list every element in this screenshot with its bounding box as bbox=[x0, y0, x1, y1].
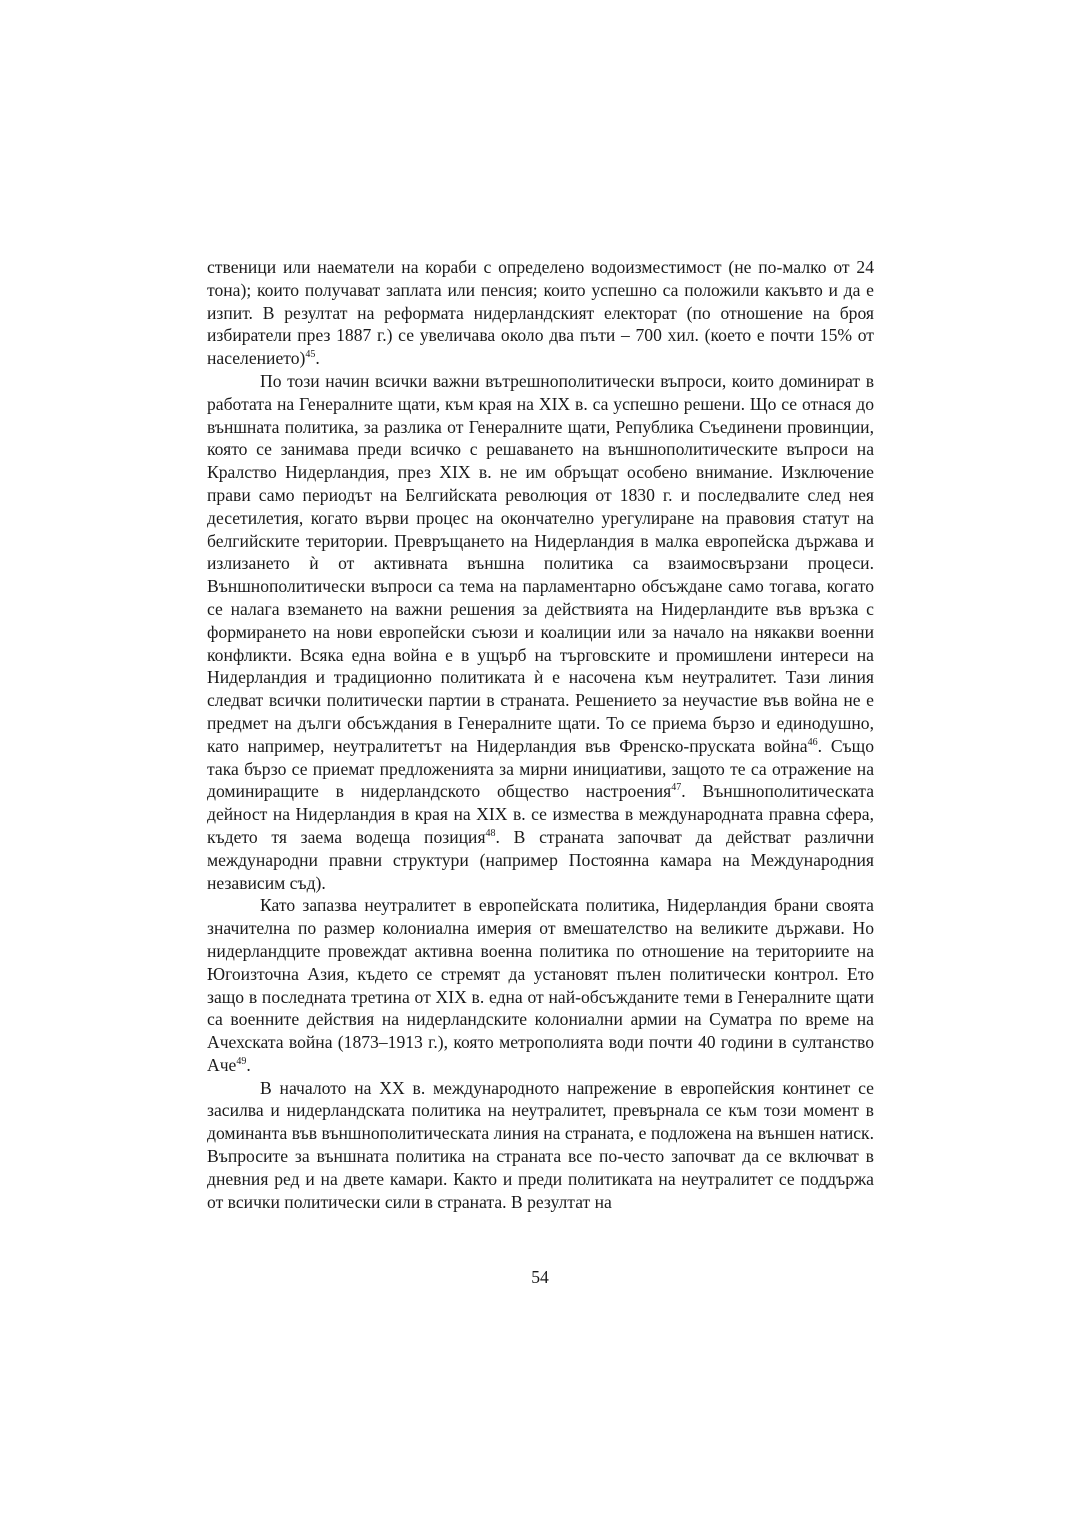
text-segment: Като запазва неутралитет в европейската политика, Нидерландия брани своята значителна по размер колониална имерия от вмешателство на великите държави. Но нидерландците провеждат активна военна политика по отношение на териториите на Югоизточна Азия, където се стремят да установят пълен политически контрол. Ето защо в последната третина от XIX в. една от най-обсъжданите теми в Генералните щати са военните действия на нидерландските колониални армии на Суматра по време на Ачехската война (1873–1913 г.), която метрополията води почти 40 години в султанство Аче bbox=[207, 895, 874, 1075]
text-segment: ственици или наематели на кораби с определено водоизместимост (не по-малко от 24 тона); които получават заплата или пенсия; които успешно са положили какъвто и да е изпит. В резултат на реформата нидерландският електорат (по отношение на броя избиратели през 1887 г.) се увеличава около два пъти – 700 хил. (което е почти 15% от населението) bbox=[207, 257, 874, 369]
text-segment: . bbox=[315, 348, 320, 369]
paragraph-1 bbox=[207, 256, 874, 370]
paragraph-4 bbox=[207, 1077, 874, 1214]
text-segment: . В страната започват да действат различни международни правни структури (например Постоянна камара на Международния независим съд). bbox=[207, 826, 874, 893]
body-text bbox=[207, 256, 874, 1213]
paragraph-3 bbox=[207, 894, 874, 1076]
footnote-ref-46: 46 bbox=[807, 736, 818, 748]
text-segment: По този начин всички важни вътрешнополитически въпроси, които доминират в работата на Генералните щати, към края на XIX в. са успешно решени. Що се отнася до външната политика, за разлика от Генералните щати, Република Съединени провинции, която се занимава преди всичко с решаването на външнополитическите въпроси на Кралство Нидерландия, през XIX в. не им обръщат особено внимание. Изключение прави само периодът на Белгийската революция от 1830 г. и последвалите след нея десетилетия, когато върви процес на окончателно урегулиране на правовия статут на белгийските територии. Превръщането на Нидерландия в малка европейска държава и излизането ѝ от активната външна политика са взаимосвързани процеси. Външнополитически въпроси са тема на парламентарно обсъждане само тогава, когато се налага вземането на важни решения за действията на Нидерландите във връзка с формирането на нови европейски съюзи и коалиции или за начало на някакви военни конфликти. Всяка една война е в ущърб на търговските и промишлени интереси на Нидерландия и традиционно политиката ѝ е насочена към неутралитет. Тази линия следват всички политически партии в страната. Решението за неучастие във война не е предмет на дълги обсъждания в Генералните щати. То се приема бързо и единодушно, като например, неутралитетът на Нидерландия във Френско-пруската война bbox=[207, 370, 874, 756]
page-number: 54 bbox=[531, 1267, 549, 1287]
footnote-ref-45: 45 bbox=[305, 349, 316, 361]
footnote-ref-49: 49 bbox=[236, 1056, 247, 1068]
footnote-ref-47: 47 bbox=[671, 782, 682, 794]
text-segment: В началото на XX в. международното напрежение в европейския континет се засилва и нидерландската политика на неутралитет, превърнала се към този момент в доминанта във външнополитическата линия на страната, е подложена на външен натиск. Въпросите за външната политика на страната все по-често започват да се включват в дневния ред и на двете камари. Както и преди политиката на неутралитет се поддържа от всички политически сили в страната. В резултат на bbox=[207, 1077, 874, 1212]
footnote-ref-48: 48 bbox=[485, 828, 496, 840]
paragraph-2 bbox=[207, 370, 874, 894]
text-segment: . Също така бързо се приемат предложенията за мирни инициативи, защото те са отражение на доминиращите в нидерландското общество настроения bbox=[207, 735, 874, 802]
text-segment: . bbox=[246, 1054, 251, 1075]
text-segment: . Външнополитическата дейност на Нидерландия в края на XIX в. се измества в международната правна сфера, където тя заема водеща позиция bbox=[207, 781, 875, 847]
